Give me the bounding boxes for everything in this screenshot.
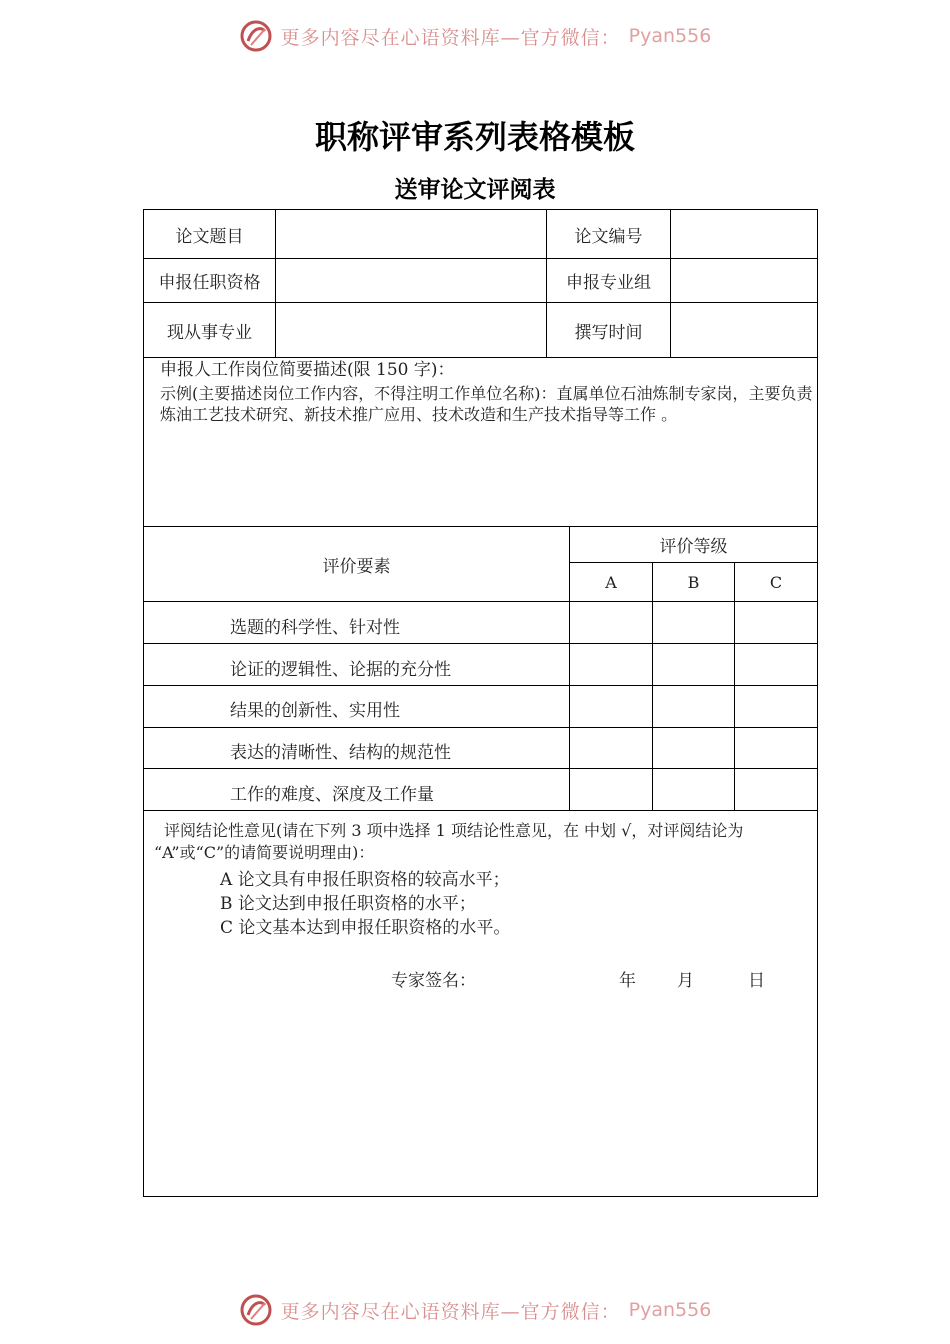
grade-c-header: C xyxy=(769,572,783,592)
criterion-row: 工作的难度、深度及工作量 xyxy=(230,785,434,805)
grade-cell[interactable] xyxy=(570,602,652,643)
evaluation-element-header: 评价要素 xyxy=(322,556,391,577)
criterion-row: 选题的科学性、针对性 xyxy=(230,618,400,638)
paper-number-field[interactable] xyxy=(671,210,817,258)
document-title: 职称评审系列表格模板 xyxy=(314,118,635,156)
label-writing-time: 撰写时间 xyxy=(574,322,643,343)
grade-cell[interactable] xyxy=(735,769,817,810)
watermark-label: 更多内容尽在心语资料库—官方微信： xyxy=(280,26,621,49)
job-description-example: 示例(主要描述岗位工作内容，不得注明工作单位名称)：直属单位石油炼制专家岗，主要负责炼油工艺技术研究、新技术推广应用、技术改造和生产技术指导等工作 。 xyxy=(160,384,813,424)
review-form-table xyxy=(143,209,818,1197)
grade-cell[interactable] xyxy=(570,686,652,727)
job-description-heading: 申报人工作岗位简要描述(限 150 字)： xyxy=(160,360,455,380)
grade-cell[interactable] xyxy=(735,686,817,727)
date-day-label: 日 xyxy=(748,971,765,991)
specialty-group-field[interactable] xyxy=(671,259,817,302)
grade-cell[interactable] xyxy=(735,728,817,768)
watermark-label: 更多内容尽在心语资料库—官方微信： xyxy=(280,1300,621,1323)
date-month-label: 月 xyxy=(677,971,694,991)
grade-cell[interactable] xyxy=(570,644,652,685)
grade-cell[interactable] xyxy=(570,769,652,810)
criterion-row: 表达的清晰性、结构的规范性 xyxy=(230,743,451,763)
conclusion-option-c: C 论文基本达到申报任职资格的水平。 xyxy=(220,918,511,938)
grade-a-header: A xyxy=(605,572,617,592)
conclusion-section xyxy=(154,820,814,940)
grade-cell[interactable] xyxy=(653,644,734,685)
label-paper-number: 论文编号 xyxy=(574,226,643,247)
grade-cell[interactable] xyxy=(653,769,734,810)
conclusion-instruction: 评阅结论性意见(请在下列 3 项中选择 1 项结论性意见，在 中划 √，对评阅结论为 “A”或“C”的请简要说明理由)： xyxy=(154,821,744,862)
watermark-logo-icon xyxy=(239,1293,273,1327)
grade-b-header: B xyxy=(687,572,700,592)
conclusion-option-a: A 论文具有申报任职资格的较高水平； xyxy=(220,870,510,890)
job-description-section xyxy=(160,360,818,425)
grade-cell[interactable] xyxy=(570,728,652,768)
signature-label: 专家签名： xyxy=(391,971,476,991)
date-year-label: 年 xyxy=(619,971,636,991)
document-subtitle: 送审论文评阅表 xyxy=(394,177,556,203)
label-specialty-group: 申报专业组 xyxy=(566,273,651,293)
watermark-logo-icon xyxy=(239,19,273,53)
criterion-row: 结果的创新性、实用性 xyxy=(230,701,400,721)
paper-title-field[interactable] xyxy=(276,210,546,258)
watermark-bottom xyxy=(0,1290,950,1330)
grade-cell[interactable] xyxy=(653,686,734,727)
label-paper-title: 论文题目 xyxy=(175,226,244,247)
criterion-row: 论证的逻辑性、论据的充分性 xyxy=(230,660,451,680)
evaluation-grade-header: 评价等级 xyxy=(659,537,728,557)
watermark-handle: Pyan556 xyxy=(628,25,712,47)
grade-cell[interactable] xyxy=(735,644,817,685)
watermark-top xyxy=(0,16,950,56)
conclusion-option-b: B 论文达到申报任职资格的水平； xyxy=(220,894,476,914)
grade-cell[interactable] xyxy=(653,602,734,643)
writing-time-field[interactable] xyxy=(671,303,817,357)
qualification-field[interactable] xyxy=(276,259,546,302)
label-current-profession: 现从事专业 xyxy=(167,322,252,343)
current-profession-field[interactable] xyxy=(276,303,546,357)
label-qualification: 申报任职资格 xyxy=(158,273,261,293)
watermark-handle: Pyan556 xyxy=(628,1299,712,1321)
grade-cell[interactable] xyxy=(735,602,817,643)
grade-cell[interactable] xyxy=(653,728,734,768)
